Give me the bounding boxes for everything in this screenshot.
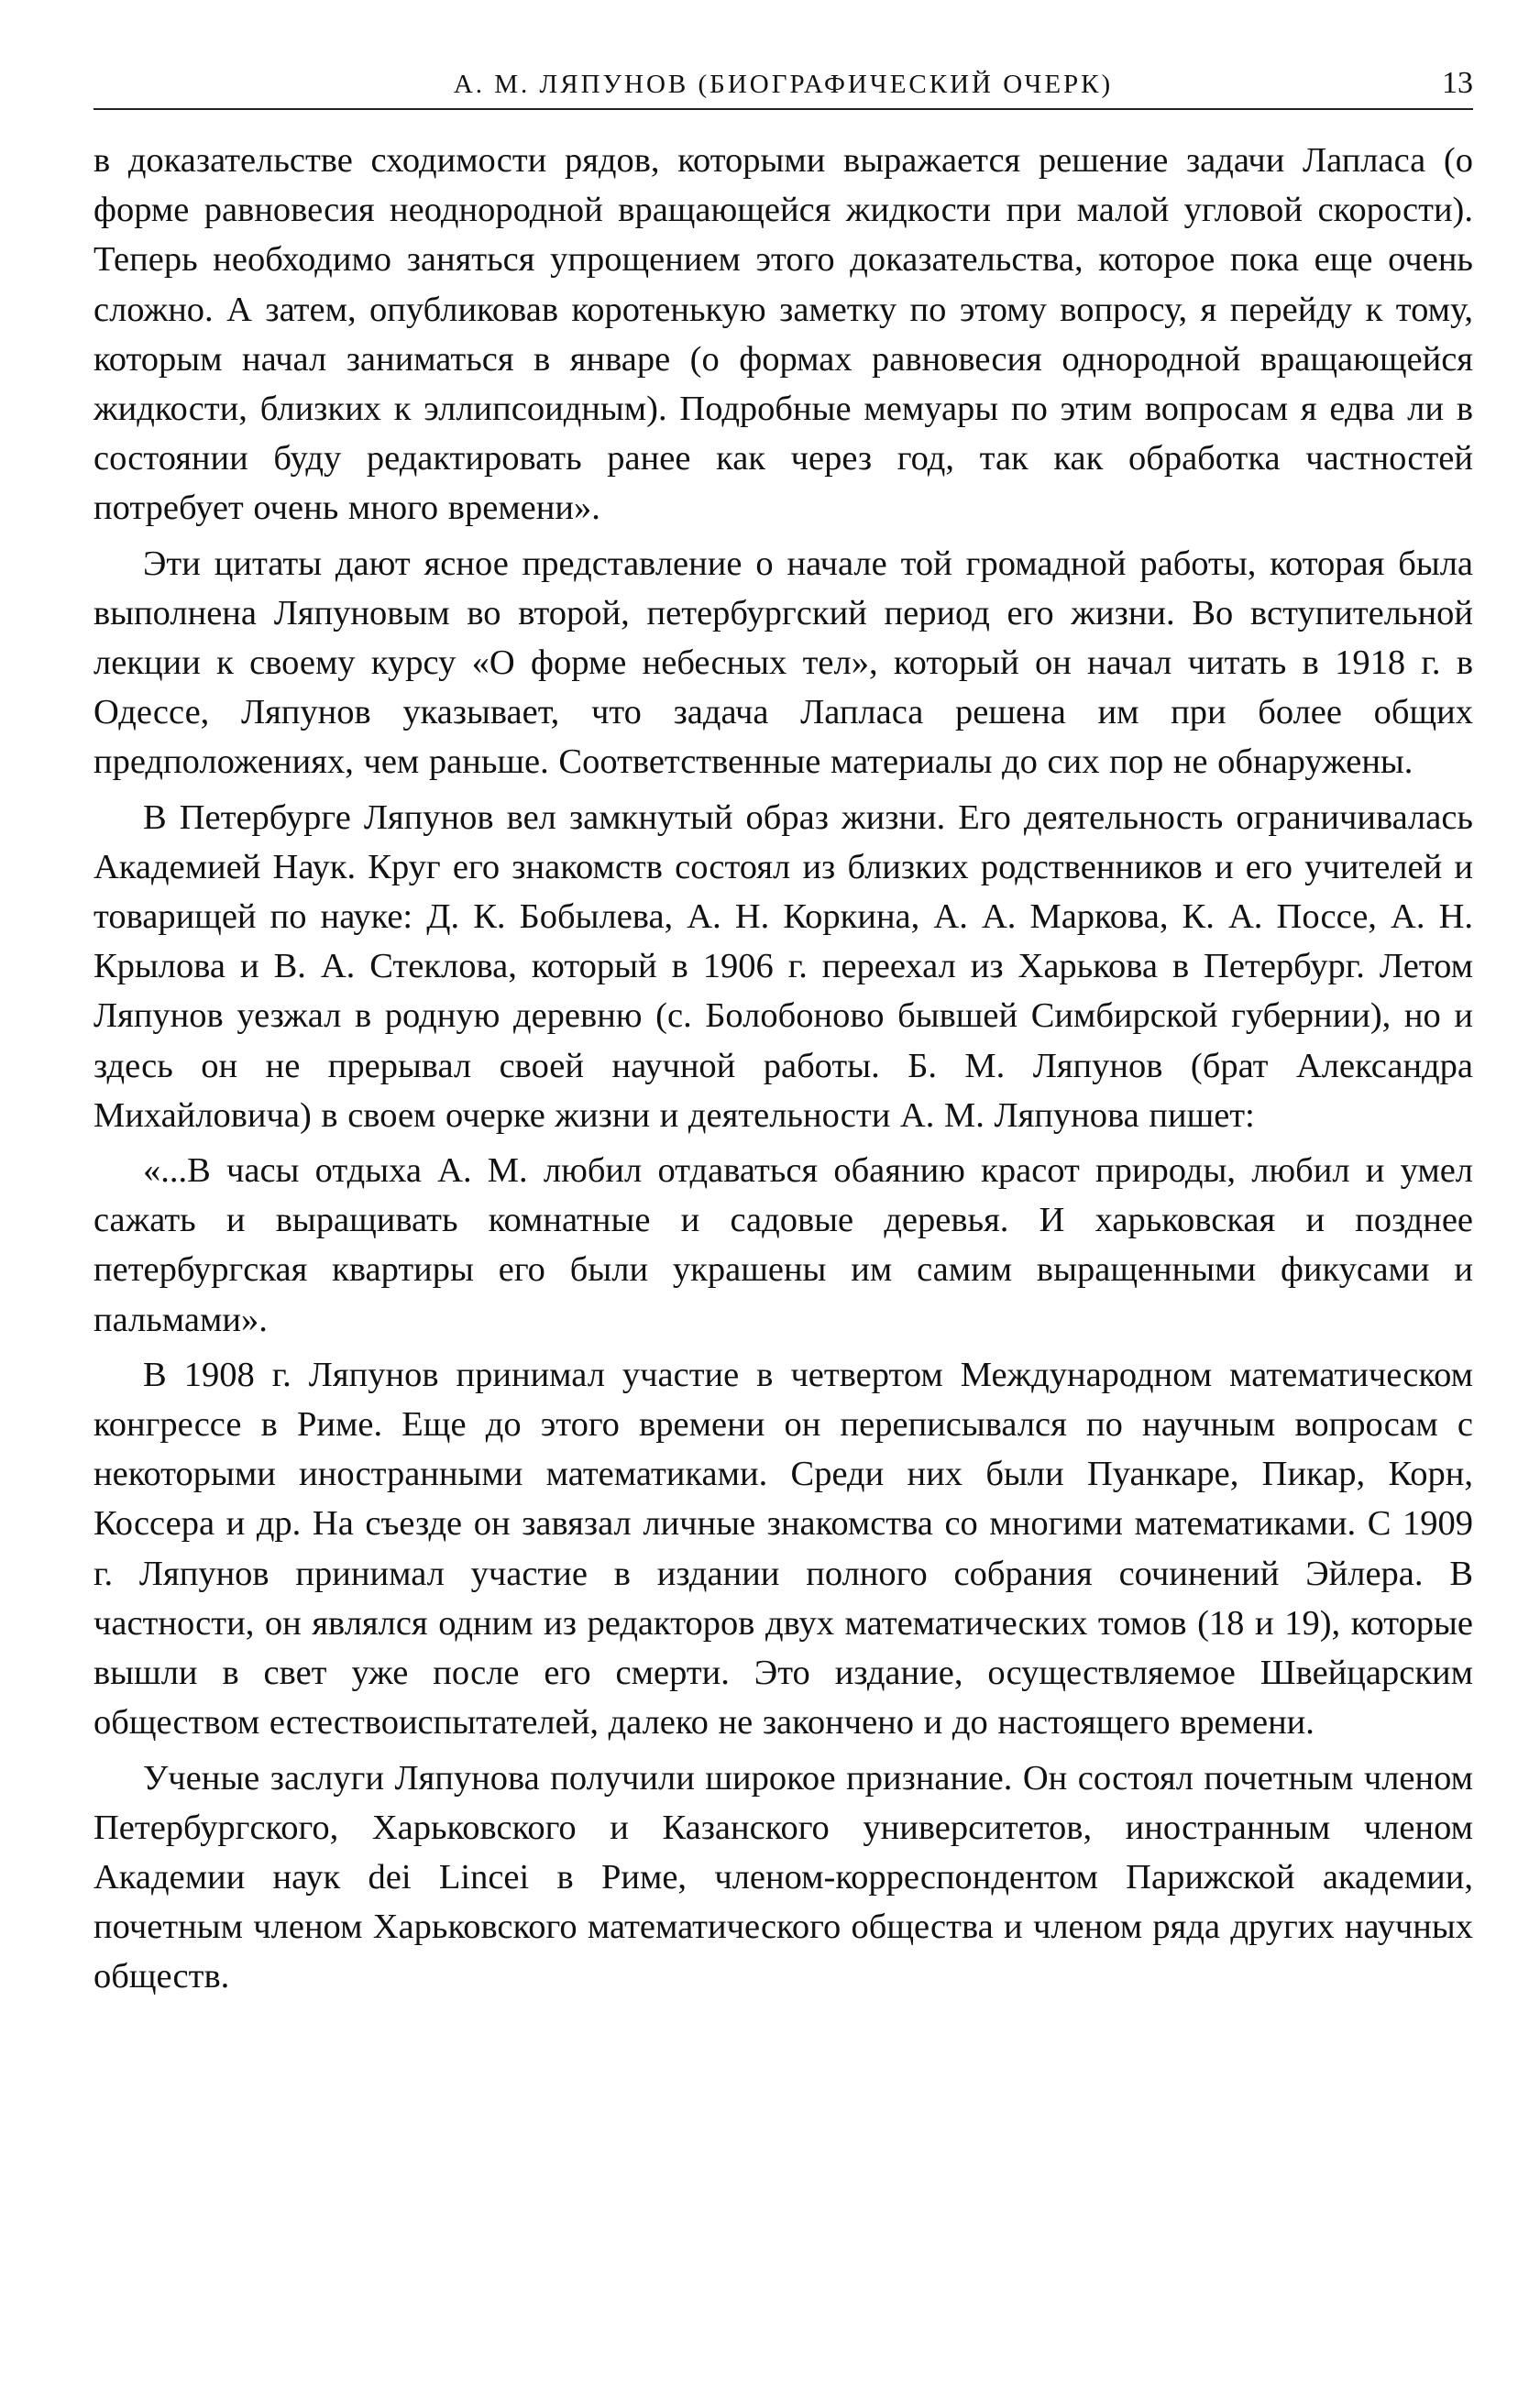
running-header — [94, 57, 1473, 110]
paragraph: Ученые заслуги Ляпунова получили широкое признание. Он состоял почетным членом Петербургского, Харьковского и Казанского университетов, иностранным членом Академии наук dei Lincei в Риме, членом-корреспондентом Парижской академии, почетным членом Харьковского математического общества и членом ряда других научных обществ. — [94, 1758, 1473, 1996]
quote-paragraph: «...В часы отдыха А. М. любил отдаваться обаянию красот природы, любил и умел сажать и выращивать комнатные и садовые деревья. И харьковская и позднее петербургская квартиры его были украшены им самим выращенными фикусами и пальмами». — [94, 1151, 1473, 1339]
paragraph: В Петербурге Ляпунов вел замкнутый образ жизни. Его деятельность ограничивалась Академией Наук. Круг его знакомств состоял из близких родственников и его учителей и товарищей по науке: Д. К. Бобылева, А. Н. Коркина, А. А. Маркова, К. А. Поссе, А. Н. Крылова и В. А. Стеклова, который в 1906 г. переехал из Харькова в Петербург. Летом Ляпунов уезжал в родную деревню (с. Болобоново бывшей Симбирской губернии), но и здесь он не прерывал своей научной работы. Б. М. Ляпунов (брат Александра Михайловича) в своем очерке жизни и деятельности А. М. Ляпунова пишет: — [94, 797, 1473, 1135]
running-title: А. М. ЛЯПУНОВ (БИОГРАФИЧЕСКИЙ ОЧЕРК) — [453, 70, 1114, 99]
book-page — [94, 57, 1473, 2002]
body-text — [94, 136, 1473, 2002]
paragraph: Эти цитаты дают ясное представление о начале той громадной работы, которая была выполнена Ляпуновым во второй, петербургский период его жизни. Во вступительной лекции к своему курсу «О форме небесных тел», который он начал читать в 1918 г. в Одессе, Ляпунов указывает, что задача Лапласа решена им при более общих предположениях, чем раньше. Соответственные материалы до сих пор не обнаружены. — [94, 544, 1473, 782]
page-number: 13 — [1442, 66, 1473, 100]
paragraph-continuation: в доказательстве сходимости рядов, которыми выражается решение задачи Лапласа (о форме равновесия неоднородной вращающейся жидкости при малой угловой скорости). Теперь необходимо заняться упрощением этого доказательства, которое пока еще очень сложно. А затем, опубликовав коротенькую заметку по этому вопросу, я перейду к тому, которым начал заниматься в январе (о формах равновесия однородной вращающейся жидкости, близких к эллипсоидным). Подробные мемуары по этим вопросам я едва ли в состоянии буду редактировать ранее как через год, так как обработка частностей потребует очень много времени». — [94, 141, 1473, 528]
paragraph: В 1908 г. Ляпунов принимал участие в четвертом Международном математическом конгрессе в Риме. Еще до этого времени он переписывался по научным вопросам с некоторыми иностранными математиками. Среди них были Пуанкаре, Пикар, Корн, Коссера и др. На съезде он завязал личные знакомства со многими математиками. С 1909 г. Ляпунов принимал участие в издании полного собрания сочинений Эйлера. В частности, он являлся одним из редакторов двух математических томов (18 и 19), которые вышли в свет уже после его смерти. Это издание, осуществляемое Швейцарским обществом естествоиспытателей, далеко не закончено и до настоящего времени. — [94, 1355, 1473, 1743]
